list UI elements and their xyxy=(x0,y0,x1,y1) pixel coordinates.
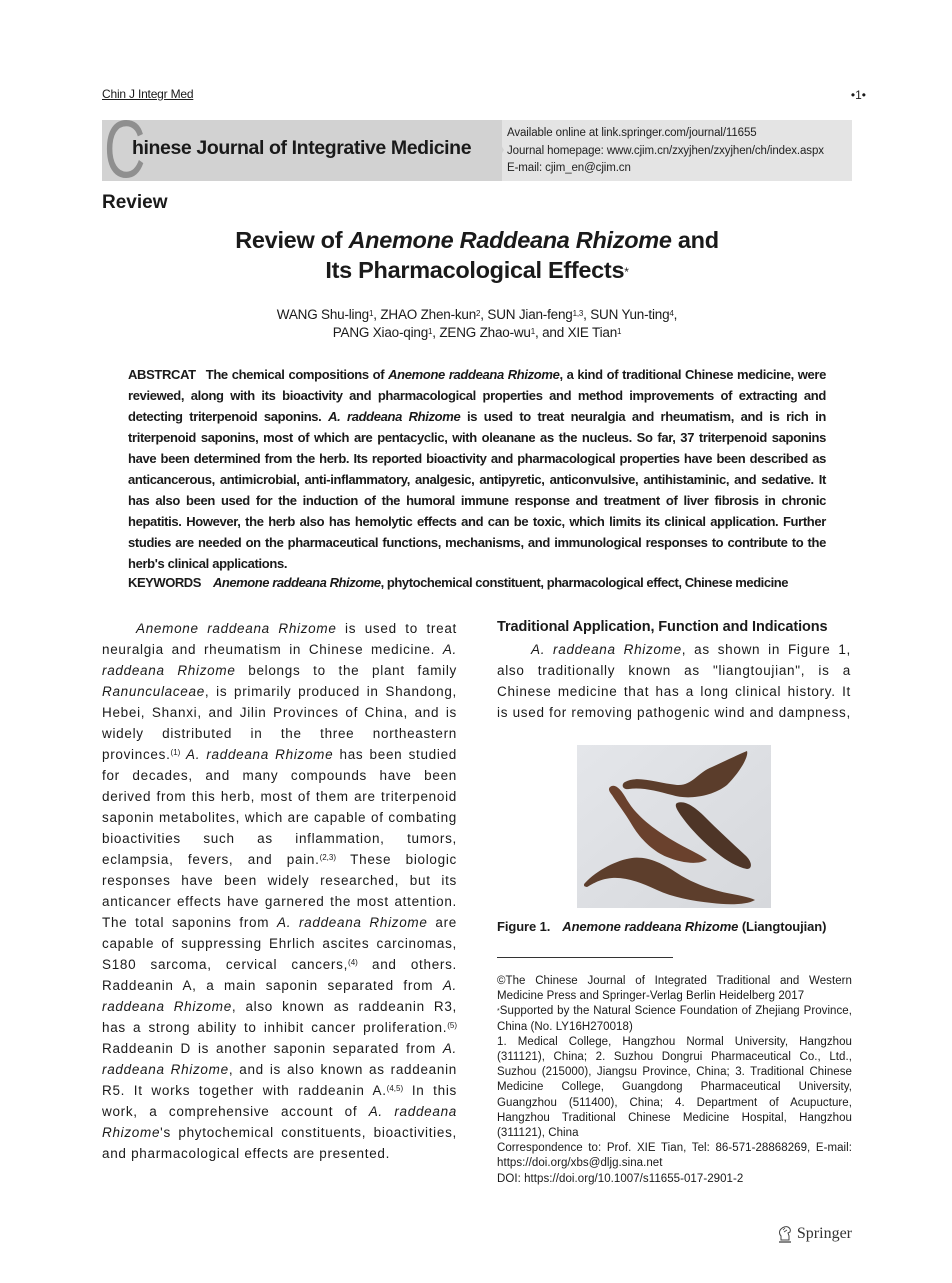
body-text: belongs to the plant family xyxy=(235,663,457,678)
separator: , xyxy=(480,307,488,322)
keywords-text: , phytochemical constituent, pharmacological effect, Chinese medicine xyxy=(380,575,789,590)
author-name: ZHAO Zhen-kun xyxy=(380,307,477,322)
section-heading-traditional-application: Traditional Application, Function and Indications xyxy=(497,619,828,635)
citation-link[interactable]: (1) xyxy=(170,748,181,757)
journal-online-link[interactable]: Available online at link.springer.com/journal/11655 xyxy=(507,127,757,139)
publisher-logo xyxy=(777,1225,852,1243)
journal-info xyxy=(507,125,824,178)
article-type-label: Review xyxy=(102,192,168,213)
separator: , xyxy=(373,307,381,322)
running-head-journal-abbrev: Chin J Integr Med xyxy=(102,87,194,101)
italic-term: A. raddeana Rhizome xyxy=(531,642,682,657)
traditional-paragraph xyxy=(497,639,851,723)
traditional-application-column xyxy=(497,639,851,723)
footnote-mark: * xyxy=(497,1008,500,1016)
journal-title: hinese Journal of Integrative Medicine xyxy=(132,137,472,159)
caption-italic: Anemone raddeana Rhizome xyxy=(562,919,739,934)
publisher-name: Springer xyxy=(796,1225,852,1242)
author-affiliation: 1 xyxy=(530,327,535,336)
figure-1-caption xyxy=(497,919,826,934)
rhizome-photo-icon xyxy=(577,745,771,908)
author-affiliation: 1 xyxy=(428,327,433,336)
abstract-text: is used to treat neuralgia and rheumatism, and is rich in triterpenoid saponins, most of which are pentacyclic, with oleanane as the nucleus. So far, 37 triterpenoid saponins have been determined from the herb. Its reported bioactivity and pharmacological properties have been described as anticancerous, antimicrobial, anti-inflammatory, analgesic, antipyretic, anticonvulsive, antihistaminic, and sedative. It has also been used for the induction of the humoral immune response and treatment of liver fibrosis in chronic hepatitis. However, the herb also has hemolytic effects and can be toxic, which limits its clinical application. Further studies are needed on the pharmaceutical functions, mechanisms, and immunological responses to contribute to the herb's clinical applications. xyxy=(128,409,826,571)
correspondence[interactable]: Correspondence to: Prof. XIE Tian, Tel: 86-571-28868269, E-mail: https://doi.org/xbs@dljg.sina.net xyxy=(497,1142,852,1170)
abstract xyxy=(128,364,826,574)
body-text: 's phytochemical constituents, bioactivities, and pharmacological effects are presented. xyxy=(102,1125,457,1161)
body-text: has been studied for decades, and many compounds have been derived from this herb, most of them are triterpenoid saponin metabolites, which are capable of combating bioactivities such as inflammation, tumors, eclampsia, fevers, and pain. xyxy=(102,747,457,867)
body-text: is used to treat neuralgia and rheumatism in Chinese medicine. xyxy=(102,621,457,657)
author-name: SUN Jian-feng xyxy=(487,307,573,322)
body-text: , also known as raddeanin R3, has a strong ability to inhibit cancer proliferation. xyxy=(102,999,457,1035)
author-affiliation: 1 xyxy=(617,327,622,336)
banner-arrow-shape xyxy=(486,120,504,180)
doi-link[interactable]: DOI: https://doi.org/10.1007/s11655-017-2901-2 xyxy=(497,1172,744,1185)
springer-knight-icon xyxy=(777,1225,793,1243)
author-name: ZENG Zhao-wu xyxy=(439,325,531,340)
italic-term: A. raddeana Rhizome xyxy=(102,1041,457,1077)
abstract-text: , a kind of traditional Chinese medicine, were reviewed, along with its bioactivity and pharmacological properties and method improvements of extracting and detecting triterpenoid saponins. xyxy=(128,367,826,424)
author-affiliation: 1 xyxy=(368,309,374,318)
author-affiliation: 4 xyxy=(669,309,674,318)
separator: , xyxy=(432,325,440,340)
journal-logo-letter: C xyxy=(104,104,146,195)
author-affiliation: 1,3 xyxy=(572,309,584,318)
abstract-label: ABSTRCAT xyxy=(128,367,196,382)
body-text: are capable of suppressing Ehrlich ascites carcinomas, S180 sarcoma, cervical cancers, xyxy=(102,915,458,972)
separator: , xyxy=(583,307,591,322)
title-text: and xyxy=(671,227,719,253)
introduction-column xyxy=(102,618,457,1164)
title-text: Review of xyxy=(235,227,349,253)
body-text: Raddeanin D is another saponin separated from xyxy=(102,1041,443,1056)
author-name: WANG Shu-ling xyxy=(276,307,369,322)
footnote-divider xyxy=(497,957,673,958)
citation-link[interactable]: (5) xyxy=(447,1021,457,1030)
italic-term: A. raddeana Rhizome xyxy=(102,1104,457,1140)
figure-label: Figure 1. xyxy=(497,919,551,934)
body-text: and others. Raddeanin A, a main saponin separated from xyxy=(102,957,458,993)
abstract-text: The chemical compositions of xyxy=(205,367,389,382)
body-text: , as shown in Figure 1, also traditionally known as "liangtoujian", is a Chinese medicine that has a long clinical history. It is used for removing pathogenic wind and dampness, xyxy=(497,642,851,720)
footnotes xyxy=(497,974,852,1187)
body-text: , and is also known as raddeanin R5. It works together with raddeanin A. xyxy=(102,1062,457,1098)
title-italic-text: Anemone Raddeana Rhizome xyxy=(348,227,672,253)
journal-email-link[interactable]: E-mail: cjim_en@cjim.cn xyxy=(507,162,631,174)
article-title xyxy=(102,225,852,285)
italic-term: Anemone raddeana Rhizome xyxy=(136,621,337,636)
copyright-notice: ©The Chinese Journal of Integrated Traditional and Western Medicine Press and Springer-Verlag Berlin Heidelberg 2017 xyxy=(497,975,852,1003)
keywords-label: KEYWORDS xyxy=(128,575,201,590)
italic-term: A. raddeana Rhizome xyxy=(102,642,457,678)
figure-1-image xyxy=(577,745,771,908)
introduction-paragraph xyxy=(102,618,457,1164)
citation-link[interactable]: (4) xyxy=(348,958,358,967)
funding-text: Supported by the Natural Science Foundation of Zhejiang Province, China (No. LY16H270018) xyxy=(497,1005,852,1033)
citation-link[interactable]: (2,3) xyxy=(319,853,337,862)
italic-term: A. raddeana Rhizome xyxy=(180,747,334,762)
separator: , xyxy=(673,307,678,322)
body-text: In this work, a comprehensive account of xyxy=(102,1083,457,1119)
funding-note xyxy=(497,1004,852,1034)
citation-link[interactable]: (4,5) xyxy=(386,1084,404,1093)
journal-banner xyxy=(102,104,852,195)
italic-term: A. raddeana Rhizome xyxy=(102,978,457,1014)
author-affiliation: 2 xyxy=(476,309,481,318)
author-name: PANG Xiao-qing xyxy=(332,325,428,340)
journal-homepage-link[interactable]: Journal homepage: www.cjim.cn/zxyjhen/zxyjhen/ch/index.aspx xyxy=(507,144,824,157)
body-text: These biologic responses have been widely researched, but its anticancer effects have garnered the most attention. The total saponins from xyxy=(102,852,457,930)
body-text: , is primarily produced in Shandong, Hebei, Shanxi, and Jilin Provinces of China, and is widely distributed in the three northeastern provinces. xyxy=(102,684,457,762)
keyword-italic: Anemone raddeana Rhizome xyxy=(212,575,381,590)
abstract-italic: A. raddeana Rhizome xyxy=(328,409,461,424)
abstract-italic: Anemone raddeana Rhizome xyxy=(388,367,560,382)
italic-term: A. raddeana Rhizome xyxy=(277,915,428,930)
author-name: SUN Yun-ting xyxy=(590,307,670,322)
affiliations: 1. Medical College, Hangzhou Normal University, Hangzhou (311121), China; 2. Suzhou Dongrui Pharmaceutical Co., Ltd., Suzhou (215000), Jiangsu Province, China; 3. Traditional Chinese Medicine College, Guangdong Pharmaceutical University, Guangzhou (511400), China; 4. Department of Acupucture, Hangzhou Traditional Chinese Medicine Hospital, Hangzhou (311121), China xyxy=(497,1035,852,1140)
author-list xyxy=(102,306,852,342)
keywords xyxy=(128,575,848,590)
page-number: •1• xyxy=(850,88,866,102)
caption-text: (Liangtoujian) xyxy=(738,919,827,934)
author-name: and XIE Tian xyxy=(542,325,617,340)
title-text: Its Pharmacological Effects xyxy=(325,257,625,283)
title-footnote-mark[interactable]: * xyxy=(624,265,629,279)
separator: , xyxy=(534,325,543,340)
italic-term: Ranunculaceae xyxy=(102,684,205,699)
